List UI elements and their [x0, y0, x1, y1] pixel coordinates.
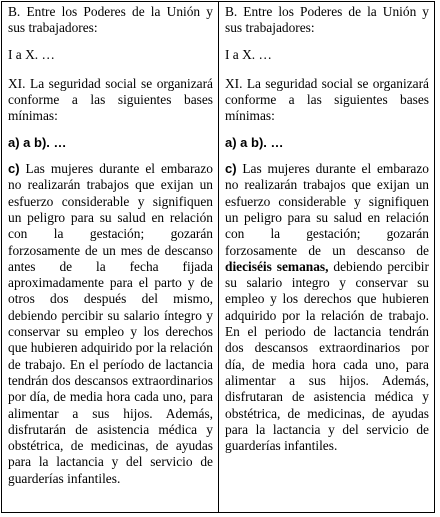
subsection-c-bold-phrase: dieciséis semanas, — [225, 258, 329, 274]
section-b-heading: B. Entre los Poderes de la Unión y sus trabajadores: — [225, 4, 429, 36]
subsections-a-b: a) a b). … — [8, 134, 67, 150]
subsection-c-label: c) — [8, 161, 20, 177]
comparison-table — [1, 1, 435, 513]
subsection-c-text-b: debiendo percibir su salario integro y conservar su empleo y los derechos que hubieren adquirido por la relación de trabajo. En el periodo de lactancia tendrán dos descansos extraordinarios por día, de media hora cada uno, para alimentar a sus hijos. Además, disfrutaran de asistencia médica y obstétrica, de medicinas, de ayudas para la lactancia y del servicio de guarderías infantiles. — [225, 258, 429, 454]
left-column — [2, 2, 218, 512]
subsection-c — [225, 161, 429, 454]
right-column — [218, 2, 434, 512]
section-b-heading: B. Entre los Poderes de la Unión y sus trabajadores: — [8, 4, 213, 36]
subsection-c-label: c) — [225, 161, 237, 177]
subsections-a-b: a) a b). … — [225, 134, 284, 150]
fractions-range: I a X. … — [8, 46, 55, 62]
subsection-c-text-a: Las mujeres durante el embarazo no realizarán trabajos que exijan un esfuerzo considerable y signifiquen un peligro para su salud en relación con la gestación; gozarán forzosamente de un descanso de — [225, 161, 429, 258]
subsection-c-text: Las mujeres durante el embarazo no realizarán trabajos que exijan un esfuerzo considerable y signifiquen un peligro para su salud en relación con la gestación; gozarán forzosamente de un mes de descanso antes de la fecha fijada aproximadamente para el parto y de otros dos después del mismo, debiendo percibir su salario íntegro y conservar su empleo y los derechos que hubieren adquirido por la relación de trabajo. En el período de lactancia tendrán dos descansos extraordinarios por día, de media hora cada uno, para alimentar a sus hijos. Además, disfrutarán de asistencia médica y obstétrica, de medicinas, de ayudas para la lactancia y del servicio de guarderías infantiles. — [8, 161, 214, 486]
fractions-range: I a X. … — [225, 46, 272, 62]
fraction-xi: XI. La seguridad social se organizará conforme a las siguientes bases mínimas: — [225, 75, 429, 124]
fraction-xi: XI. La seguridad social se organizará conforme a las siguientes bases mínimas: — [8, 75, 213, 124]
subsection-c — [8, 161, 213, 487]
